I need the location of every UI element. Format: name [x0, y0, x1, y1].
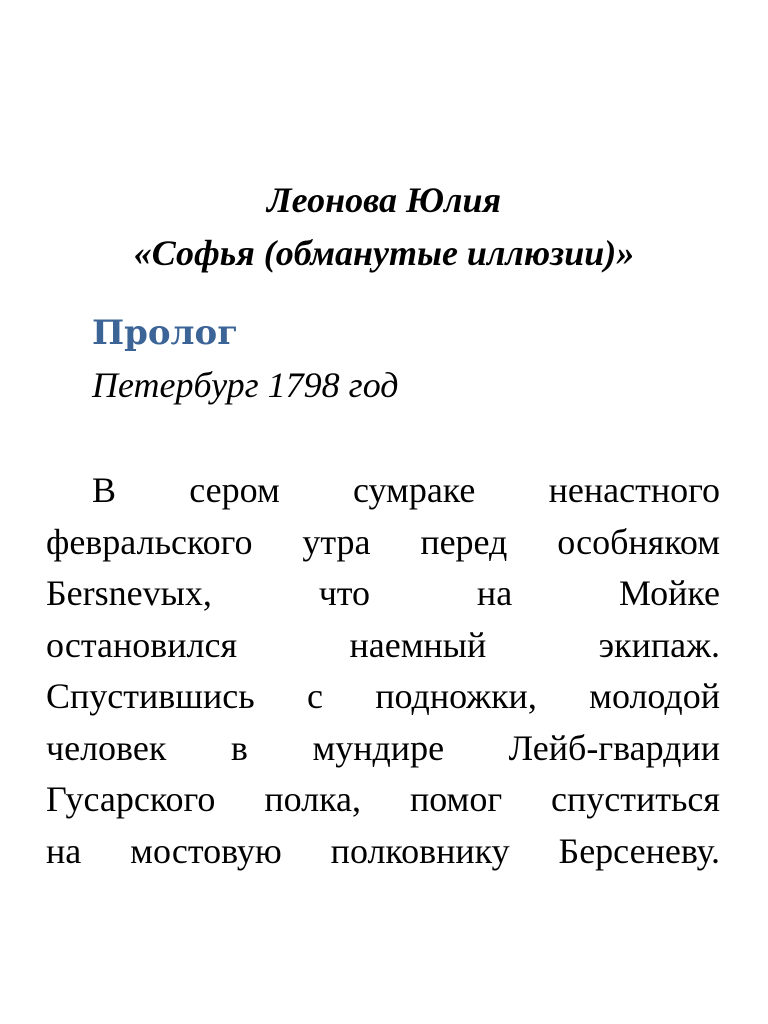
word: В	[92, 470, 117, 510]
word: спуститься	[551, 779, 720, 819]
paragraph-line	[46, 517, 720, 569]
word: Мойке	[619, 573, 720, 613]
paragraph-line	[46, 774, 720, 826]
word: перед	[420, 521, 508, 562]
word: полка,	[264, 779, 361, 819]
word: Лейб-гвардии	[508, 727, 720, 768]
place-date-subtitle: Петербург 1798 год	[92, 365, 399, 405]
word: помог	[409, 779, 503, 819]
word: утра	[302, 521, 371, 562]
word: сером	[189, 470, 280, 510]
word: экипаж.	[598, 624, 720, 665]
word: февральского	[46, 521, 253, 562]
paragraph-line	[46, 671, 720, 723]
paragraph-line	[46, 465, 720, 517]
paragraph-line	[46, 826, 720, 878]
word: на	[46, 830, 82, 871]
word: ненастного	[548, 470, 720, 510]
word: остановился	[46, 624, 238, 665]
word: Спустившись	[46, 676, 255, 716]
word: мостовую	[130, 830, 282, 871]
word: молодой	[589, 676, 720, 716]
body-paragraph	[46, 465, 720, 877]
word: мундире	[312, 727, 445, 768]
word: в	[230, 727, 248, 768]
word: Гусарского	[46, 779, 216, 819]
paragraph-line	[46, 620, 720, 672]
word: на	[476, 573, 513, 613]
word: что	[318, 573, 371, 613]
book-title: «Софья (обманутые иллюзии)»	[133, 233, 635, 273]
word: с	[306, 676, 323, 716]
chapter-heading: Пролог	[92, 313, 239, 353]
word: наемный	[349, 624, 487, 665]
word: полковнику	[330, 830, 510, 871]
paragraph-line	[46, 723, 720, 775]
author-name: Леонова Юлия	[266, 180, 502, 220]
word: сумраке	[353, 470, 476, 510]
word: подножки,	[375, 676, 537, 716]
word: особняком	[557, 521, 720, 562]
word: Берсеневу.	[558, 830, 720, 871]
word: Бersnevых,	[46, 573, 212, 613]
paragraph-line	[46, 568, 720, 620]
word: человек	[46, 727, 167, 768]
